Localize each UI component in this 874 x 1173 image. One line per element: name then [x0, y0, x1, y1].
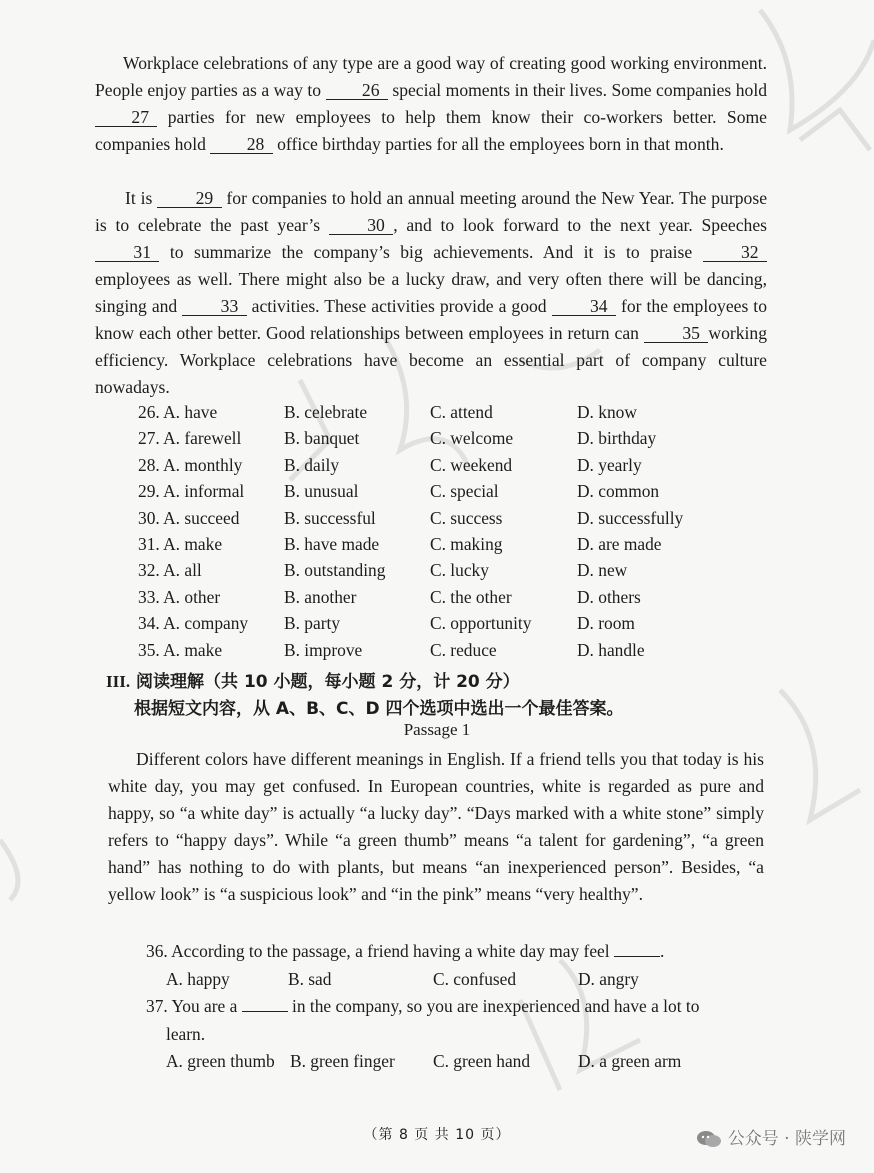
question-37-stem: 37. You are a in the company, so you are inexperienced and have a lot to: [146, 996, 700, 1016]
cloze-blank-28: 28: [210, 135, 272, 154]
option: C. making: [430, 533, 503, 554]
option: C. confused: [433, 969, 517, 989]
option: 28. A. monthly: [138, 454, 243, 475]
cloze-paragraph-2: [95, 185, 767, 401]
option: 35. A. make: [138, 639, 223, 660]
option: B. daily: [284, 454, 340, 475]
option-row: [138, 399, 778, 425]
cloze-blank-30: 30: [329, 216, 393, 235]
option: A. green thumb: [166, 1051, 275, 1071]
wechat-icon: [696, 1130, 722, 1148]
option-row: [138, 505, 778, 531]
option: B. celebrate: [284, 402, 368, 422]
cloze-blank-27: 27: [95, 108, 157, 127]
option: B. banquet: [284, 428, 360, 449]
cloze-text: parties for new employees to help them know their co-workers better. Some companies hold: [95, 107, 767, 154]
option: C. the other: [430, 586, 512, 607]
option: D. are made: [577, 533, 662, 554]
option: D. common: [577, 481, 660, 502]
passage-1-text: Different colors have different meanings in English. If a friend tells you that today is his white day, you may get confused. In European countries, white is regarded as pure and happy, so “a white day” is actually “a lucky day”. “Days marked with a white stone” simply refers to “happy days”. While “a green thumb” means “a talent for gardening”, “a green hand” has nothing to do with plants, but means “an inexperienced person”. Besides, “a yellow look” is “a suspicious look” and “in the pink” means “very healthy”.: [108, 749, 764, 904]
cloze-text: , and to look forward to the next year. Speeches: [393, 215, 767, 235]
question-36-stem: 36. According to the passage, a friend having a white day may feel .: [146, 941, 665, 961]
option: B. successful: [284, 507, 376, 528]
option: 33. A. other: [138, 586, 221, 607]
option: D. yearly: [577, 454, 642, 475]
section-heading: III. 阅读理解（共 10 小题，每小题 2 分，计 20 分）: [106, 672, 520, 692]
option: C. lucky: [430, 560, 489, 581]
option: 29. A. informal: [138, 481, 245, 502]
option: D. a green arm: [578, 1051, 682, 1071]
option: B. party: [284, 613, 341, 634]
cloze-blank-34: 34: [552, 297, 616, 316]
option: C. success: [430, 507, 503, 528]
option: B. sad: [288, 969, 332, 989]
option: C. welcome: [430, 428, 514, 449]
option: C. green hand: [433, 1051, 531, 1071]
option: D. successfully: [577, 507, 684, 528]
cloze-paragraph-1: [95, 50, 767, 158]
option: B. have made: [284, 533, 380, 554]
option-row: [138, 610, 778, 636]
cloze-text: employees as well. There might also be a lucky draw, and very often there will be dancing, singing and: [95, 269, 767, 316]
option: B. outstanding: [284, 560, 386, 581]
option: 26. A. have: [138, 402, 218, 422]
cloze-text: to summarize the company’s big achievements. And it is to praise: [159, 242, 703, 262]
cloze-text: activities. These activities provide a good: [246, 296, 552, 316]
option: B. improve: [284, 639, 363, 660]
cloze-text: Workplace celebrations of any type are a good way of creating good working environment. People enjoy parties as a way to: [95, 53, 767, 100]
cloze-text: for companies to hold an annual meeting around the New Year. The purpose is to celebrate the past year’s: [95, 188, 767, 235]
cloze-text: for the employees to know each other better. Good relationships between employees in return can: [95, 296, 767, 343]
cloze-text: special moments in their lives. Some companies hold: [387, 80, 768, 100]
option: D. birthday: [577, 428, 657, 449]
answer-blank: [242, 997, 288, 1012]
option: D. room: [577, 613, 635, 634]
option: 32. A. all: [138, 560, 202, 581]
option-row: [138, 557, 778, 583]
option: A. happy: [166, 969, 230, 989]
section-instruction: 根据短文内容，从 A、B、C、D 四个选项中选出一个最佳答案。: [134, 699, 624, 719]
option: C. special: [430, 481, 499, 502]
cloze-blank-35: 35: [644, 324, 708, 343]
cloze-blank-31: 31: [95, 243, 159, 262]
question-37-stem-line2: learn.: [166, 1024, 206, 1044]
option: C. attend: [430, 402, 493, 422]
option: 27. A. farewell: [138, 428, 242, 449]
option: B. green finger: [290, 1051, 395, 1071]
option: B. another: [284, 586, 357, 607]
passage-title: Passage 1: [403, 720, 471, 739]
option: B. unusual: [284, 481, 359, 502]
cloze-text: working efficiency. Workplace celebrations have become an essential part of company culture nowadays.: [95, 323, 767, 397]
option: C. reduce: [430, 639, 497, 660]
option: D. new: [577, 560, 628, 581]
option: 34. A. company: [138, 613, 249, 634]
option: D. others: [577, 586, 641, 607]
option: D. angry: [578, 969, 639, 989]
option: 31. A. make: [138, 533, 223, 554]
option-row: [138, 452, 778, 478]
option-row: [138, 637, 778, 663]
wechat-watermark: 公众号 · 陕学网: [696, 1124, 846, 1149]
cloze-text: It is: [125, 188, 158, 208]
cloze-options: [138, 399, 778, 663]
option: C. weekend: [430, 454, 513, 475]
option-row: [138, 478, 778, 504]
cloze-blank-26: 26: [326, 81, 388, 100]
answer-blank: [614, 942, 660, 957]
option: D. know: [577, 402, 637, 422]
option: C. opportunity: [430, 613, 532, 634]
option: 30. A. succeed: [138, 507, 240, 528]
option: D. handle: [577, 639, 645, 660]
cloze-blank-29: 29: [157, 189, 221, 208]
option-row: [138, 531, 778, 557]
option-row: [138, 584, 778, 610]
question-37-options: [166, 1051, 766, 1077]
question-36-options: [166, 969, 766, 995]
cloze-blank-33: 33: [182, 297, 246, 316]
cloze-text: office birthday parties for all the employees born in that month.: [272, 134, 724, 154]
option-row: [138, 425, 778, 451]
cloze-blank-32: 32: [703, 243, 767, 262]
page-footer: （第 8 页 共 10 页）: [363, 1127, 511, 1143]
